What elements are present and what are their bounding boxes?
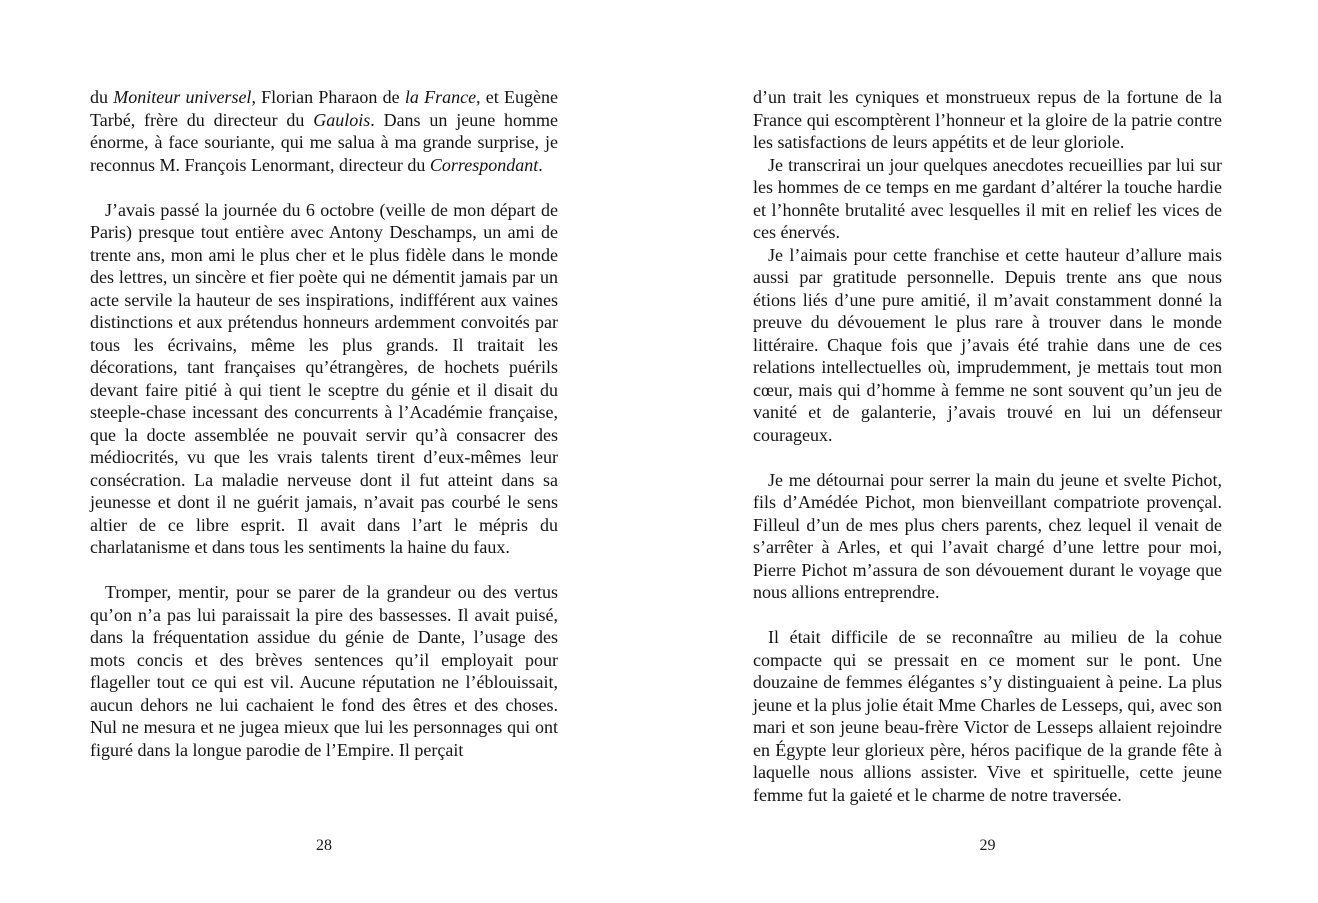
paragraph: [753, 626, 1222, 806]
text-segment: Je transcrirai un jour quelques anecdotes recueillies par lui sur les hommes de ce temps en me gardant d’altérer la touche hardie et l’honnête brutalité avec lesquelles il mit en relief les vices de ces énervés.: [753, 154, 1222, 242]
paragraph: [753, 244, 1222, 447]
text-segment: , Florian Pharaon de: [251, 87, 405, 107]
text-segment: du: [90, 87, 114, 107]
text-segment: Tromper, mentir, pour se parer de la grandeur ou des vertus qu’on n’a pas lui paraissait la pire des bassesses. Il avait puisé, dans la fréquentation assidue du génie de Dante, l’usage des mots concis et des brèves sentences qu’il employait pour flageller tout ce qui est vil. Aucune réputation ne l’éblouissait, aucun dehors ne lui cachaient le fond des êtres et des choses. Nul ne mesura et ne jugea mieux que lui les personnages qui ont figuré dans la longue parodie de l’Empire. Il perçait: [90, 582, 558, 760]
text-segment: et Eugène Tarbé, frère du directeur du: [90, 87, 558, 130]
paragraph: [90, 581, 558, 761]
paragraph: [753, 154, 1222, 244]
text-segment: Il était difficile de se reconnaître au milieu de la cohue compacte qui se pressait en ce moment sur le pont. Une douzaine de femmes élégantes s’y distinguaient à peine. La plus jeune et la plus jolie était Mme Charles de Lesseps, qui, avec son mari et son jeune beau-frère Victor de Lesseps allaient rejoindre en Égypte leur glorieux père, héros pacifique de la grande fête à laquelle nous allions assister. Vive et spirituelle, cette jeune femme fut la gaieté et le charme de notre traversée.: [753, 627, 1222, 805]
page-28: [90, 86, 558, 761]
text-segment: J’avais passé la journée du 6 octobre (veille de mon départ de Paris) presque tout entière avec Antony Deschamps, un ami de trente ans, mon ami le plus cher et le plus fidèle dans le monde des lettres, un sincère et fier poète qui ne démentit jamais par un acte servile la hauteur de ses inspirations, indifférent aux vaines distinctions et aux prétendus honneurs ardemment convoités par tous les écrivains, même les plus grands. Il traitait les décorations, tant françaises qu’étrangères, de hochets puérils devant faire pitié à qui tient le sceptre du génie et il disait du steeple-chase incessant des concurrents à l’Académie française, que la docte assemblée ne pouvait servir qu’à consacrer des médiocrités, vu que les vrais talents tirent d’eux-mêmes leur consécration. La maladie nerveuse dont il fut atteint dans sa jeunesse et dont il ne guérit jamais, n’avait pas courbé le sens altier de ce libre esprit. Il avait dans l’art le mépris du charlatanisme et dans tous les sentiments la haine du faux.: [90, 199, 558, 557]
page-28-text: [90, 86, 558, 761]
italic-text-segment: Gaulois: [313, 109, 371, 130]
text-segment: .: [538, 154, 543, 175]
text-segment: Je me détournai pour serrer la main du jeune et svelte Pichot, fils d’Amédée Pichot, mon bienveillant compatriote provençal. Filleul d’un de mes plus chers parents, chez lequel il venait de s’arrêter à Arles, et qui l’avait chargé d’une lettre pour moi, Pierre Pichot m’assura de son dévouement durant le voyage que nous allions entreprendre.: [753, 469, 1222, 602]
page-29: [753, 86, 1222, 806]
paragraph: [753, 86, 1222, 154]
page-number-right: 29: [979, 837, 996, 854]
text-segment: d’un trait les cyniques et monstrueux repus de la fortune de la France qui escomptèrent l’honneur et la gloire de la patrie contre les satisfactions de leurs appétits et de leur gloriole.: [753, 87, 1222, 152]
italic-text-segment: Moniteur universel: [113, 87, 252, 107]
paragraph: [90, 199, 558, 559]
italic-text-segment: la France,: [404, 87, 481, 107]
text-segment: . Dans un jeune homme énorme, à face souriante, qui me salua à ma grande surprise, je reconnus M. François Lenormant, directeur du: [90, 109, 558, 175]
paragraph: [753, 469, 1222, 604]
page-number-left: 28: [316, 837, 332, 854]
paragraph: [90, 86, 558, 176]
text-segment: Je l’aimais pour cette franchise et cette hauteur d’allure mais aussi par gratitude personnelle. Depuis trente ans que nous étions liés d’une pure amitié, il m’avait constamment donné la preuve du dévouement le plus rare à trouver dans le monde littéraire. Chaque fois que j’avais été trahie dans une de ces relations intellectuelles où, imprudemment, je mettais tout mon cœur, mais qui d’homme à femme ne sont souvent qu’un jeu de vanité et de galanterie, j’avais trouvé en lui un défenseur courageux.: [753, 244, 1222, 445]
italic-text-segment: Correspondant: [429, 154, 539, 175]
page-29-text: [753, 86, 1222, 806]
